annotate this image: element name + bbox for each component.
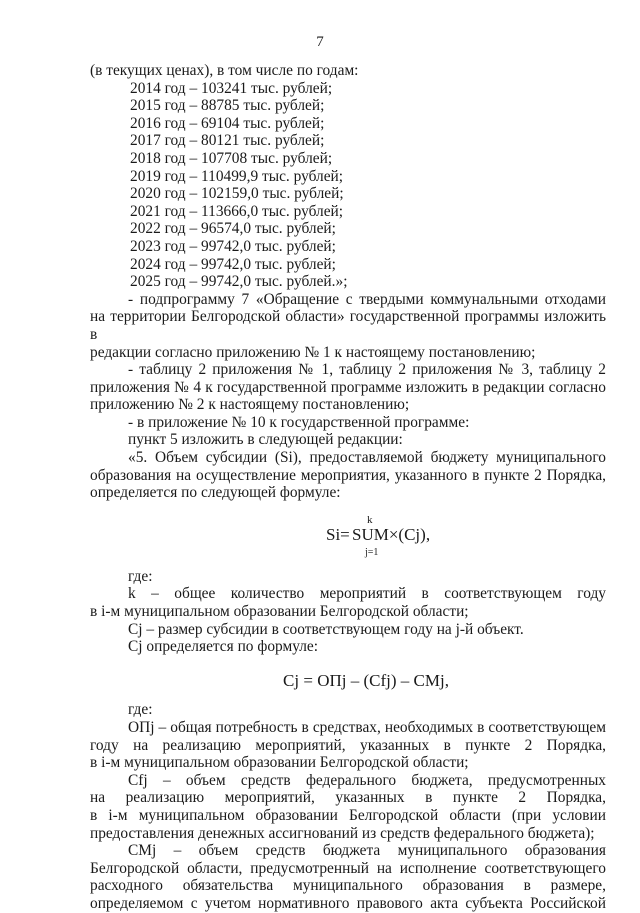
definition-opj-line: году на реализацию мероприятий, указанных в пункте 2 Порядка,: [90, 736, 606, 754]
quote-paragraph-line: определяется по следующей формуле:: [90, 484, 341, 502]
formula-cj: Cj = ОПj – (Cfj) – CMj,: [283, 670, 449, 690]
definition-cmj-line: CMj – объем средств бюджета муниципального образования: [128, 842, 606, 860]
definition-cfj-line: в i-м муниципальном образовании Белгородской области (при условии: [90, 806, 606, 824]
point5-paragraph: пункт 5 изложить в следующей редакции:: [128, 431, 403, 449]
year-line: 2018 год – 107708 тыс. рублей;: [130, 149, 333, 167]
where-label: где:: [128, 701, 153, 719]
year-line: 2016 год – 69104 тыс. рублей;: [130, 114, 325, 132]
definition-opj-line: ОПj – общая потребность в средствах, необходимых в соответствующем: [128, 719, 606, 736]
definition-k-line: k – общее количество мероприятий в соответствующем году: [128, 585, 606, 603]
quote-paragraph-line: образования на осуществление мероприятия, указанного в пункте 2 Порядка,: [90, 466, 606, 484]
year-line: 2021 год – 113666,0 тыс. рублей;: [130, 202, 344, 220]
year-line: 2022 год – 96574,0 тыс. рублей;: [130, 220, 336, 238]
annex-paragraph: - в приложение № 10 к государственной программе:: [128, 413, 470, 431]
year-line: 2015 год – 88785 тыс. рублей;: [130, 97, 325, 115]
formula-si: [90, 513, 606, 558]
document-body: [90, 62, 606, 913]
quote-paragraph-line: «5. Объем субсидии (Si), предоставляемой бюджету муниципального: [128, 449, 606, 467]
definition-cfj-line: на реализацию мероприятий, указанных в пункте 2 Порядка,: [90, 789, 606, 807]
table-paragraph-line: приложения № 4 к государственной программе изложить в редакции согласно: [90, 378, 606, 396]
intro-line: (в текущих ценах), в том числе по годам:: [90, 62, 359, 79]
formula-si-upper-limit: k: [367, 513, 373, 526]
page-number: 7: [316, 34, 324, 50]
formula-si-body: SUM×(Cj),: [352, 524, 431, 544]
year-line: 2017 год – 80121 тыс. рублей;: [130, 132, 325, 150]
year-line: 2020 год – 102159,0 тыс. рублей;: [130, 185, 344, 203]
where-label: где:: [128, 567, 153, 585]
year-line: 2019 год – 110499,9 тыс. рублей;: [130, 167, 344, 185]
definition-cmj-line: определяемом с учетом нормативного правового акта субъекта Российской: [90, 894, 606, 912]
definition-k-line: в i-м муниципальном образовании Белгородской области;: [90, 603, 469, 621]
subprogram-paragraph-line: на территории Белгородской области» государственной программы изложить в: [90, 308, 606, 343]
year-line: 2014 год – 103241 тыс. рублей;: [130, 79, 333, 97]
year-line: 2025 год – 99742,0 тыс. рублей.»;: [130, 273, 348, 291]
definition-opj-line: в i-м муниципальном образовании Белгородской области;: [90, 754, 469, 772]
formula-si-lhs: Si=: [326, 524, 350, 544]
definition-cj: Cj – размер субсидии в соответствующем году на j-й объект.: [128, 620, 524, 638]
years-list: [90, 80, 606, 291]
table-paragraph-line: приложению № 2 к настоящему постановлению;: [90, 396, 410, 414]
definition-cmj-line: Белгородской области, предусмотренный на исполнение соответствующего: [90, 859, 606, 877]
year-line: 2024 год – 99742,0 тыс. рублей;: [130, 255, 336, 273]
subprogram-paragraph-line: - подпрограмму 7 «Обращение с твердыми коммунальными отходами: [128, 290, 606, 308]
table-paragraph-line: - таблицу 2 приложения № 1, таблицу 2 приложения № 3, таблицу 2: [128, 361, 606, 379]
cj-formula-intro: Cj определяется по формуле:: [128, 638, 319, 656]
year-line: 2023 год – 99742,0 тыс. рублей;: [130, 237, 336, 255]
definition-cfj-line: предоставления денежных ассигнований из средств федерального бюджета);: [90, 824, 595, 842]
definition-cmj-line: расходного обязательства муниципального образования в размере,: [90, 877, 606, 895]
formula-si-lower-limit: j=1: [365, 546, 379, 558]
definition-cfj-line: Cfj – объем средств федерального бюджета, предусмотренных: [128, 771, 606, 789]
subprogram-paragraph-line: редакции согласно приложению № 1 к настоящему постановлению;: [90, 343, 536, 361]
